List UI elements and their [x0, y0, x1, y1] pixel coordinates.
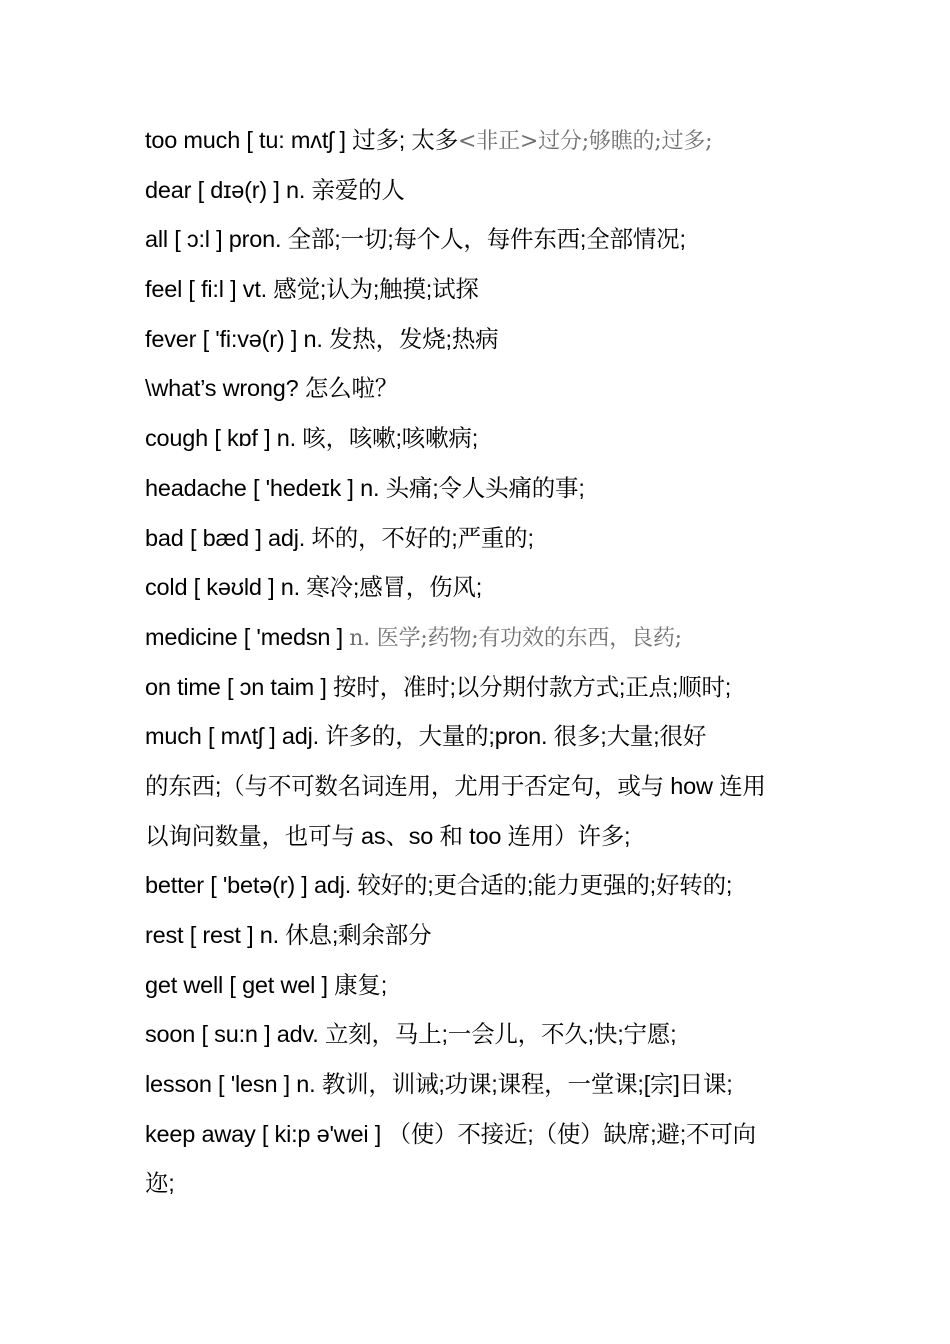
entry-text: lesson [ 'lesn ] n. 教训，训诫;功课;课程，一堂课;[宗]日课; — [145, 1071, 733, 1098]
entry-text: 以询问数量，也可与 as、so 和 too 连用）许多; — [145, 822, 631, 849]
vocab-line — [145, 961, 825, 1011]
vocab-line — [145, 215, 825, 265]
vocab-line — [145, 265, 825, 315]
vocab-line — [145, 166, 825, 216]
vocab-line — [145, 315, 825, 365]
vocab-line — [145, 116, 825, 166]
entry-text: bad [ bæd ] adj. 坏的，不好的;严重的; — [145, 524, 534, 551]
vocabulary-list — [145, 116, 825, 1209]
entry-text: soon [ su:n ] adv. 立刻，马上;一会儿，不久;快;宁愿; — [145, 1021, 677, 1048]
vocab-line — [145, 712, 825, 762]
entry-gray-text: <非正>过分;够瞧的;过多; — [458, 129, 713, 154]
entry-gray-text: n. 医学;药物;有功效的东西，良药; — [349, 625, 682, 651]
entry-text: better [ 'betə(r) ] adj. 较好的;更合适的;能力更强的;好转的; — [145, 872, 733, 899]
entry-text: medicine [ 'medsn ] — [145, 623, 350, 650]
entry-text: keep away [ ki:p ə'wei ] （使）不接近;（使）缺席;避;不可向 — [145, 1120, 756, 1147]
vocab-line — [145, 563, 825, 613]
vocab-line — [145, 861, 825, 911]
entry-text: \what’s wrong? 怎么啦？ — [145, 375, 399, 402]
entry-text: feel [ fi:l ] vt. 感觉;认为;触摸;试探 — [145, 276, 479, 303]
vocab-line — [145, 364, 825, 414]
vocab-line — [145, 414, 825, 464]
entry-text: fever [ 'fi:və(r) ] n. 发热，发烧;热病 — [145, 325, 499, 352]
vocab-line — [145, 812, 825, 862]
vocab-line — [145, 1060, 825, 1110]
entry-text: headache [ 'hedeɪk ] n. 头痛;令人头痛的事; — [145, 474, 585, 501]
vocab-line — [145, 613, 825, 663]
vocab-line — [145, 911, 825, 961]
entry-text: cough [ kɒf ] n. 咳，咳嗽;咳嗽病; — [145, 425, 479, 452]
vocab-line — [145, 464, 825, 514]
vocab-line — [145, 1010, 825, 1060]
vocab-line — [145, 762, 825, 812]
entry-text: get well [ ɡet wel ] 康复; — [145, 971, 388, 998]
entry-text: rest [ rest ] n. 休息;剩余部分 — [145, 922, 432, 948]
vocab-line — [145, 663, 825, 713]
vocab-line — [145, 514, 825, 564]
vocab-line — [145, 1110, 825, 1160]
entry-text: on time [ ɔn taim ] 按时，准时;以分期付款方式;正点;顺时; — [145, 673, 732, 700]
entry-text: 的东西;（与不可数名词连用，尤用于否定句，或与 how 连用 — [145, 772, 766, 799]
entry-text: much [ mʌtʃ ] adj. 许多的，大量的;pron. 很多;大量;很好 — [145, 723, 707, 750]
entry-text: dear [ dɪə(r) ] n. 亲爱的人 — [145, 176, 405, 203]
entry-text: all [ ɔ:l ] pron. 全部;一切;每个人，每件东西;全部情况; — [145, 226, 686, 253]
entry-text: 迩; — [145, 1170, 175, 1197]
entry-text: too much [ tu: mʌtʃ ] 过多; 太多 — [145, 127, 459, 153]
vocab-line — [145, 1159, 825, 1209]
entry-text: cold [ kəʊld ] n. 寒冷;感冒，伤风; — [145, 574, 483, 601]
